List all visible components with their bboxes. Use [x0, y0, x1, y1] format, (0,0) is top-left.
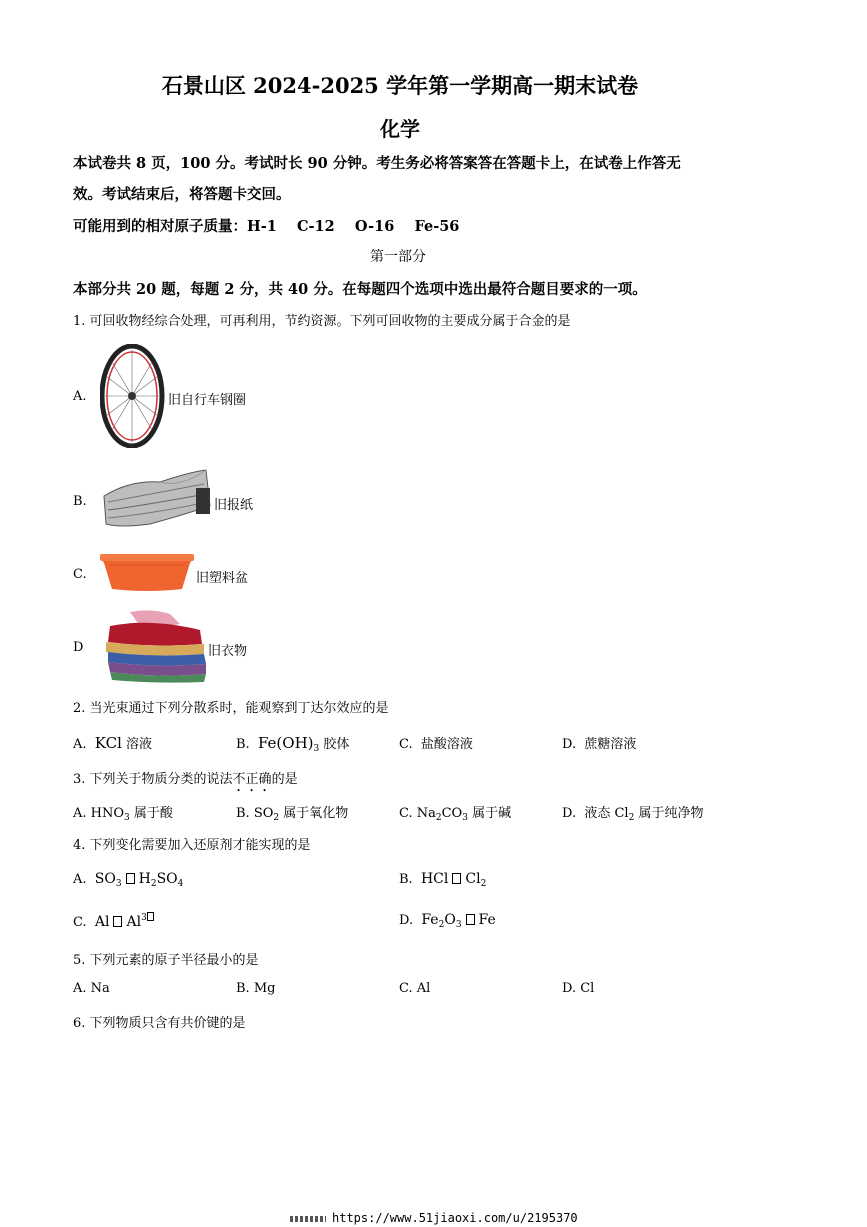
q1-option-d-letter: D: [73, 640, 84, 655]
part-heading: 第一部分: [370, 249, 426, 265]
subject-title: 化学: [380, 117, 420, 141]
q5-option-b: B. Mg: [236, 981, 276, 996]
q1-option-d-label: 旧衣物: [208, 644, 248, 659]
q2-option-c: C. 盐酸溶液: [399, 737, 473, 752]
q4-option-b: B. HCl $Cl_2$: [399, 871, 487, 889]
footer-watermark: [290, 1211, 578, 1225]
emphasis-not-correct: 不正确: [232, 772, 272, 787]
footer-url: https://www.51jiaoxi.com/u/2195370: [332, 1211, 578, 1225]
q5-option-c: C. Al: [399, 981, 431, 996]
q5-option-d: D. Cl: [562, 981, 595, 996]
part-instructions: 本部分共 20 题，每题 2 分，共 40 分。在每题四个选项中选出最符合题目要求的一项。: [73, 281, 647, 298]
exam-title: 石景山区 2024-2025 学年第一学期高一期末试卷: [161, 73, 639, 98]
intro-line-2: 效。考试结束后，将答题卡交回。: [73, 186, 291, 203]
q4-option-d: D. $Fe_2O_3$ Fe: [399, 912, 496, 930]
q1-option-b-label: 旧报纸: [214, 498, 254, 513]
watermark-mark-icon: [290, 1216, 326, 1222]
q1-option-c-letter: C.: [73, 567, 87, 582]
question-4-stem: 4. 下列变化需要加入还原剂才能实现的是: [73, 838, 311, 853]
bicycle-wheel-icon: [100, 344, 168, 448]
q2-option-a: A. KCl 溶液: [73, 734, 153, 752]
q1-option-a-letter: A.: [73, 389, 87, 404]
question-5-stem: 5. 下列元素的原子半径最小的是: [73, 953, 259, 968]
q1-option-b-letter: B.: [73, 494, 87, 509]
q4-option-c: C. Al Al$^3$: [73, 912, 154, 930]
newspaper-icon: [100, 466, 212, 530]
q1-option-a-label: 旧自行车钢圈: [168, 393, 247, 408]
q3-option-d: D. 液态 $Cl_2$ 属于纯净物: [562, 806, 704, 823]
arrow-placeholder-icon: [113, 916, 122, 927]
arrow-placeholder-icon: [452, 873, 461, 884]
question-6-stem: 6. 下列物质只含有共价键的是: [73, 1016, 246, 1031]
q3-option-a: A. $HNO_3$ 属于酸: [73, 806, 173, 823]
question-3-stem: 3. 下列关于物质分类的说法不正确的是: [73, 772, 298, 787]
q3-option-b: B. $SO_2$ 属于氧化物: [236, 806, 349, 823]
q2-option-b: B. $Fe(OH)_3$ 胶体: [236, 734, 350, 754]
charge-placeholder-icon: [147, 912, 154, 921]
atomic-masses: 可能用到的相对原子质量：H-1 C-12 O-16 Fe-56: [73, 218, 460, 235]
clothes-pile-icon: [100, 608, 208, 684]
arrow-placeholder-icon: [126, 873, 135, 884]
arrow-placeholder-icon: [466, 914, 475, 925]
q5-option-a: A. Na: [73, 981, 110, 996]
question-2-stem: 2. 当光束通过下列分散系时，能观察到丁达尔效应的是: [73, 701, 389, 716]
plastic-basin-icon: [98, 551, 196, 593]
q1-option-c-label: 旧塑料盆: [196, 571, 249, 586]
intro-line-1: 本试卷共 8 页，100 分。考试时长 90 分钟。考生务必将答案答在答题卡上，在试卷上作答无: [73, 155, 681, 172]
q3-option-c: C. $Na_2CO_3$ 属于碱: [399, 806, 512, 823]
q4-option-a: A. $SO_3$ $H_2SO_4$: [73, 871, 184, 889]
q2-option-d: D. 蔗糖溶液: [562, 737, 637, 752]
question-1-stem: 1. 可回收物经综合处理，可再利用，节约资源。下列可回收物的主要成分属于合金的是: [73, 314, 571, 329]
